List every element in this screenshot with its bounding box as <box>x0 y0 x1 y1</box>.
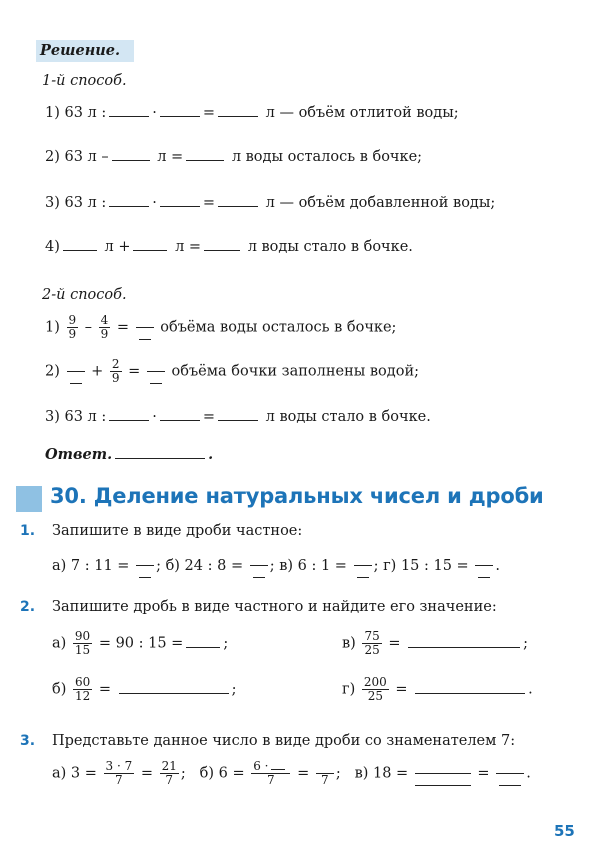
section-title-bar <box>16 486 42 512</box>
answer-line: Ответ. . <box>45 446 214 463</box>
m2-step1: 1) $\frac{9}{9}$ – $\frac{4}{9}$ = объёма воды осталось в бочке; <box>45 313 397 341</box>
task2-d: г) $\frac{200}{25}$ = . <box>342 675 533 703</box>
task2-b: б) $\frac{60}{12}$ = ; <box>52 675 237 703</box>
m1-step1: 1) 63 л : · = л — объём отлитой воды; <box>45 105 459 121</box>
m1-step2: 2) 63 л – л = л воды осталось в бочке; <box>45 149 423 165</box>
method1-heading: 1-й способ. <box>42 73 127 89</box>
task1-number: 1. <box>20 523 36 539</box>
m1-step3: 3) 63 л : · = л — объём добавленной воды; <box>45 195 496 211</box>
task2-text: Запишите дробь в виде частного и найдите его значение: <box>52 599 497 615</box>
task2-c: в) $\frac{75}{25}$ = ; <box>342 629 528 657</box>
task2-number: 2. <box>20 599 36 615</box>
task3-text: Представьте данное число в виде дроби со знаменателем 7: <box>52 733 516 749</box>
m2-step2: 2) + $\frac{2}{9}$ = объёма бочки заполнены водой; <box>45 357 419 385</box>
m2-step3: 3) 63 л : · = л воды стало в бочке. <box>45 409 431 425</box>
solution-heading: Решение. <box>40 42 121 59</box>
page-number: 55 <box>554 822 575 840</box>
task3-items: а) 3 = $\frac{3 \cdot 7}{7}$ = $\frac{21}{7}$ ; б) 6 = $\frac{6 \cdot}{7}$ = 7 ; в) 18 = = . <box>52 759 531 787</box>
task1-text: Запишите в виде дроби частное: <box>52 523 303 539</box>
m1-step4: 4) л + л = л воды стало в бочке. <box>45 239 413 255</box>
task1-items: а) 7 : 11 = ; б) 24 : 8 = ; в) 6 : 1 = ; г) 15 : 15 = . <box>52 554 500 584</box>
method2-heading: 2-й способ. <box>42 287 127 303</box>
task3-number: 3. <box>20 733 36 749</box>
section-title: 30. Деление натуральных чисел и дроби <box>50 484 544 508</box>
task2-a: а) $\frac{90}{15}$ = 90 : 15 = ; <box>52 629 229 657</box>
